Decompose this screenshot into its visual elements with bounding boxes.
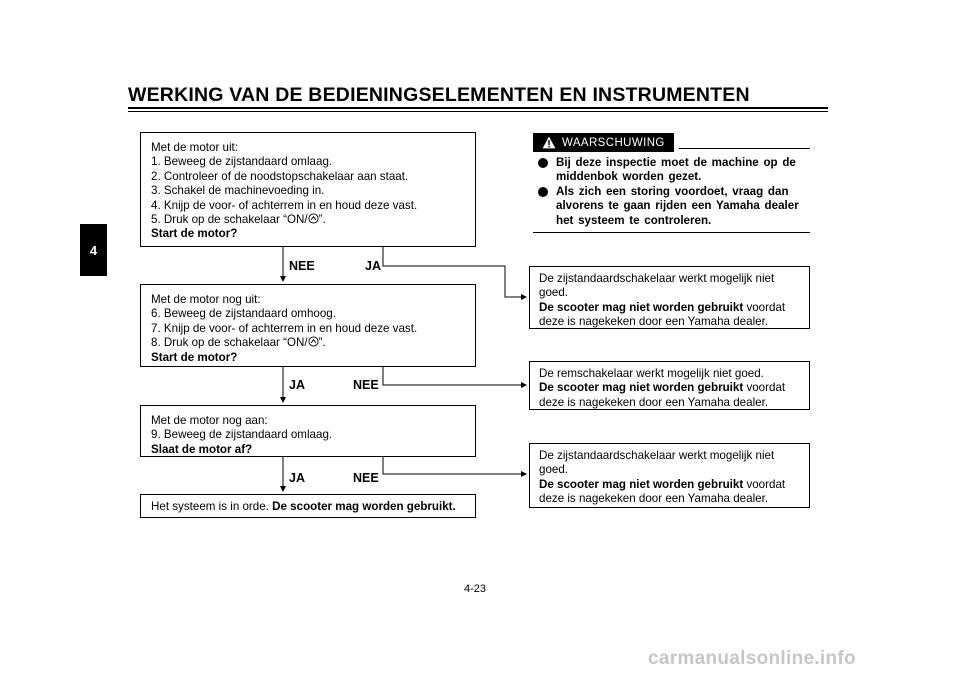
result-box-1: De zijstandaardschakelaar werkt mogelijk niet goed. De scooter mag niet worden gebruikt voordat deze is nagekeken door een Yamaha dealer. xyxy=(529,266,810,329)
warning-label: WAARSCHUWING xyxy=(562,136,665,149)
connector-box2-result2 xyxy=(383,367,526,385)
page-number: 4-23 xyxy=(464,583,487,595)
flow-step-line: 8. Druk op de schakelaar “ON/ ”. xyxy=(151,336,326,350)
flow-step-line: 4. Knijp de voor- of achterrem in en houd deze vast. xyxy=(151,198,418,212)
bullet-icon xyxy=(538,187,548,197)
flow-step-line: 7. Knijp de voor- of achterrem in en houd deze vast. xyxy=(151,321,418,335)
flow-step-line: 6. Beweeg de zijstandaard omhoog. xyxy=(151,307,336,321)
answer-no: NEE xyxy=(353,471,379,485)
flow-step-line: 3. Schakel de machinevoeding in. xyxy=(151,184,325,198)
answer-yes: JA xyxy=(289,471,305,485)
watermark: carmanualsonline.info xyxy=(648,648,856,669)
flow-question: Slaat de motor af? xyxy=(151,442,253,456)
warning-item: Als zich een storing voordoet, vraag dan alvorens te gaan rijden een Yamaha dealer het systeem te controleren. xyxy=(538,185,806,228)
start-switch-icon xyxy=(308,213,319,224)
page-title: WERKING VAN DE BEDIENINGSELEMENTEN EN INSTRUMENTEN xyxy=(128,84,750,106)
flow-question: Start de motor? xyxy=(151,227,238,241)
flow-step-line: Met de motor nog uit: xyxy=(151,293,261,306)
answer-no: NEE xyxy=(353,378,379,392)
flow-step-line: 9. Beweeg de zijstandaard omlaag. xyxy=(151,428,333,442)
bullet-icon xyxy=(538,158,548,168)
result-box-3: De zijstandaardschakelaar werkt mogelijk niet goed. De scooter mag niet worden gebruikt voordat deze is nagekeken door een Yamaha dealer. xyxy=(529,443,810,508)
flow-step-1 xyxy=(140,132,476,247)
flow-question: Start de motor? xyxy=(151,350,238,364)
connector-box3-result3 xyxy=(383,457,526,474)
result-box-2: De remschakelaar werkt mogelijk niet goed. De scooter mag niet worden gebruikt voordat deze is nagekeken door een Yamaha dealer. xyxy=(529,361,810,410)
answer-no: NEE xyxy=(289,259,315,273)
answer-yes: JA xyxy=(365,259,381,273)
warning-badge xyxy=(533,133,674,152)
warning-triangle-icon xyxy=(542,136,556,149)
warning-rule xyxy=(679,148,810,149)
chapter-tab: 4 xyxy=(80,224,107,276)
flow-step-ok: Het systeem is in orde. De scooter mag worden gebruikt. xyxy=(140,494,476,518)
warning-item: Bij deze inspectie moet de machine op de middenbok worden gezet. xyxy=(538,156,806,185)
start-switch-icon xyxy=(308,336,319,347)
flow-step-3 xyxy=(140,405,476,457)
answer-yes: JA xyxy=(289,378,305,392)
flow-step-2 xyxy=(140,284,476,367)
flow-step-line: Met de motor uit: xyxy=(151,141,238,154)
flow-step-line: 1. Beweeg de zijstandaard omlaag. xyxy=(151,155,333,169)
flow-step-line: 5. Druk op de schakelaar “ON/ ”. xyxy=(151,213,326,227)
warning-rule xyxy=(533,232,810,233)
flow-step-line: Met de motor nog aan: xyxy=(151,414,268,427)
flow-step-line: 2. Controleer of de noodstopschakelaar aan staat. xyxy=(151,169,409,183)
